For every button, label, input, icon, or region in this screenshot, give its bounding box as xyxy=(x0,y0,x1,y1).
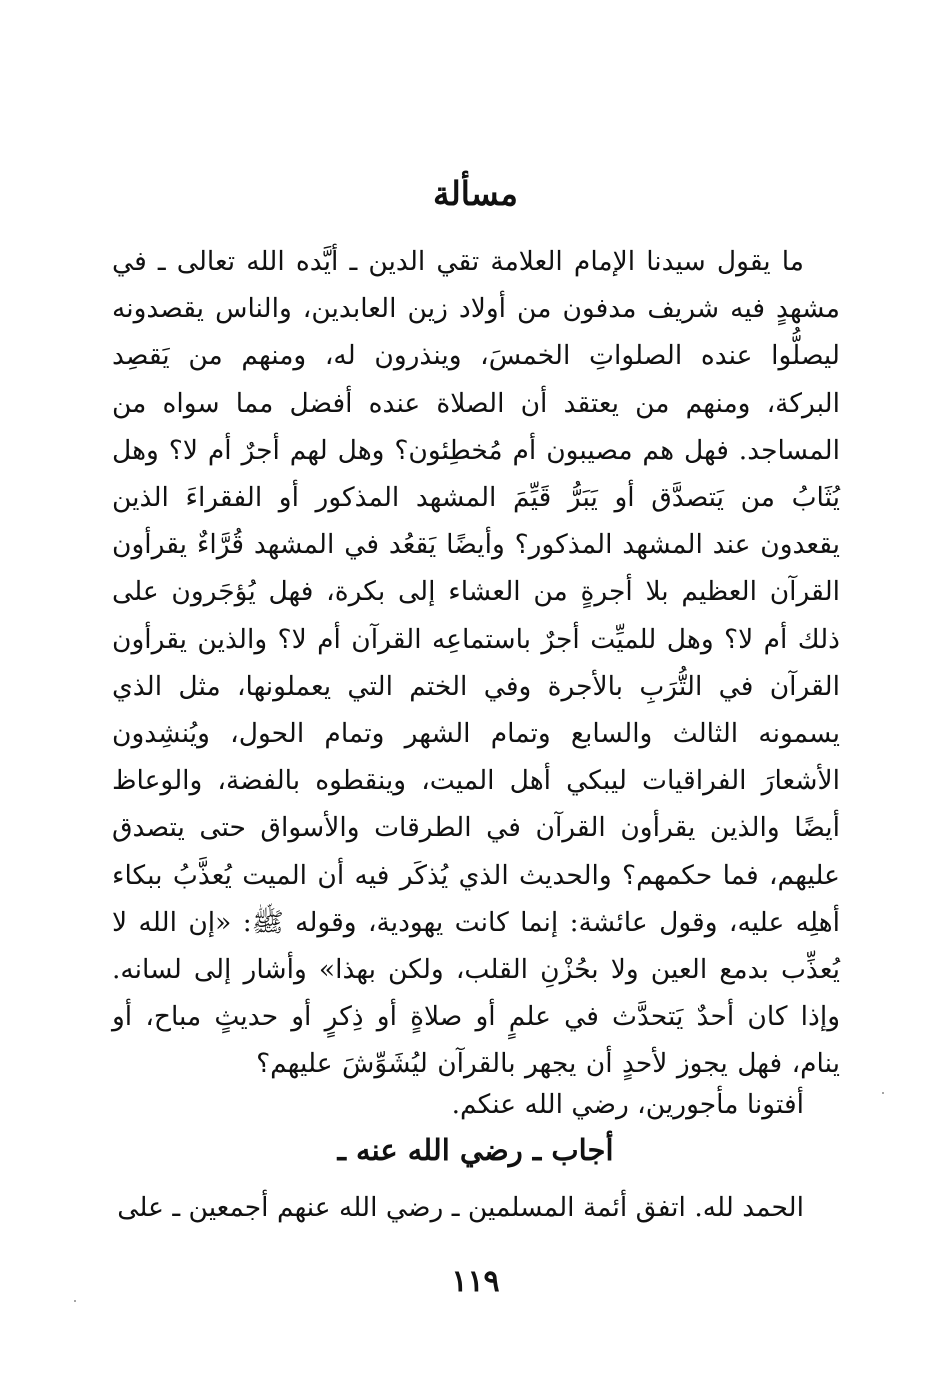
question-text: ما يقول سيدنا الإمام العلامة تقي الدين ـ أيَّده الله تعالى ـ في مشهدٍ فيه شريف مدفون من أولاد زين العابدين، والناس يقصدونه ليصلُّوا عنده الصلواتِ الخمسَ، وينذرون له، ومنهم من يَقصِد البركة، ومنهم من يعتقد أن الصلاة عنده أفضل مما سواه من المساجد. فهل هم مصيبون أم مُخطِئون؟ وهل لهم أجرٌ أم لا؟ وهل يُثَابُ من يَتصدَّق أو يَبَرُّ قَيِّمَ المشهد المذكور أو الفقراءَ الذين يقعدون عند المشهد المذكور؟ وأيضًا يَقعُد في المشهد قُرَّاءٌ يقرأون القرآن العظيم بلا أجرةٍ من العشاء إلى بكرة، فهل يُؤجَرون على ذلك أم لا؟ وهل للميِّت أجرٌ باستماعِه القرآن أم لا؟ والذين يقرأون القرآن في التُّرَبِ بالأجرة وفي الختم التي يعملونها، مثل الذي يسمونه الثالث والسابع وتمام الشهر وتمام الحول، ويُنشِدون الأشعارَ الفراقيات ليبكي أهل الميت، وينقطوه بالفضة، والوعاظ أيضًا والذين يقرأون القرآن في الطرقات والأسواق حتى يتصدق عليهم، فما حكمهم؟ والحديث الذي يُذكَر فيه أن الميت يُعذَّبُ ببكاء أهلِه عليه، وقول عائشة: إنما كانت يهودية، وقوله ﷺ: «إن الله لا يُعذِّب بدمع العين ولا بحُزْنِ القلب، ولكن بهذا» وأشار إلى لسانه. وإذا كان أحدٌ يَتحدَّث في علمٍ أو صلاةٍ أو ذِكرٍ أو حديثٍ مباح، أو ينام، فهل يجوز لأحدٍ أن يجهر بالقرآن ليُشَوِّشَ عليهم؟ xyxy=(112,246,840,1080)
page-number: ١١٩ xyxy=(451,1264,500,1299)
fatwa-request-line: أفتونا مأجورين، رضي الله عنكم. xyxy=(451,1089,804,1120)
question-paragraph xyxy=(112,238,840,1088)
section-heading: مسألة xyxy=(433,174,518,213)
answer-opening-line: الحمد لله. اتفق أئمة المسلمين ـ رضي الله عنهم أجمعين ـ على xyxy=(117,1192,804,1223)
scan-speck xyxy=(882,1092,884,1094)
scan-speck xyxy=(74,1300,76,1302)
answer-heading: أجاب ـ رضي الله عنه ـ xyxy=(337,1133,614,1167)
